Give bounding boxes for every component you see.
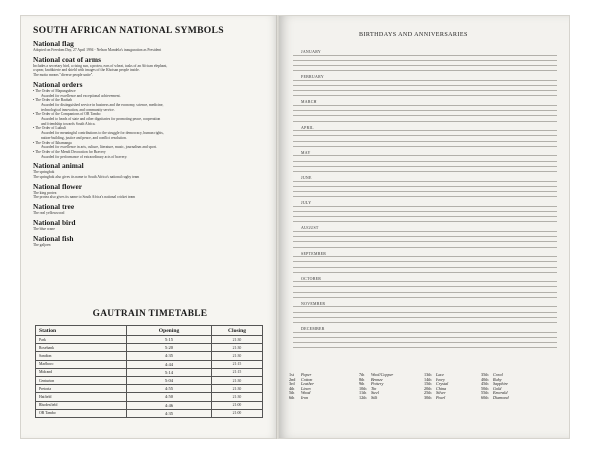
- month-label: FEBRUARY: [301, 75, 324, 80]
- anniversary-year: 4th: [289, 385, 295, 391]
- ruled-line: [293, 221, 557, 222]
- section-text: The galjoen: [33, 242, 51, 247]
- section-text: The protea also gives its name to South Africa's national cricket team: [33, 195, 136, 200]
- anniversary-material: Cotton: [301, 376, 313, 382]
- anniversary-year: 40th: [481, 376, 489, 382]
- ruled-line: [293, 231, 557, 232]
- anniversary-year: 45th: [481, 381, 489, 387]
- section-text: The springbok: [33, 170, 55, 175]
- anniversary-row: [424, 396, 448, 401]
- section-text: The real yellowwood: [33, 211, 65, 216]
- section-heading: National fish: [33, 233, 74, 243]
- station-cell: Midrand: [36, 368, 127, 376]
- closing-cell: 21:00: [212, 409, 263, 417]
- section-text: • The Order of the Mendi Decoration for Bravery: [33, 149, 106, 154]
- ruled-line: [293, 216, 557, 217]
- ruled-line: [293, 347, 557, 348]
- anniversary-year: 11th: [359, 390, 367, 396]
- month-block: [293, 176, 557, 201]
- month-label: NOVEMBER: [301, 301, 326, 306]
- right-page: [278, 15, 570, 439]
- section-text: • The Order of Mapungubwe: [33, 88, 76, 93]
- anniversary-table: [289, 373, 559, 413]
- birthdays-title: BIRTHDAYS AND ANNIVERSARIES: [359, 32, 468, 38]
- closing-cell: 21:30: [212, 352, 263, 360]
- section-text: technological innovation, and community service.: [41, 107, 115, 112]
- section-heading: National flower: [33, 181, 83, 191]
- section-text: The springbok also gives its name to South Africa's national rugby team: [33, 175, 140, 180]
- opening-cell: 5:04: [127, 376, 212, 384]
- section-heading: National flag: [33, 39, 74, 48]
- section-heading: National coat of arms: [33, 54, 101, 64]
- closing-cell: 21:00: [212, 401, 263, 409]
- section-text: Awarded for excellence in arts, culture, literature, music, journalism and sport.: [41, 145, 157, 150]
- month-label: DECEMBER: [301, 327, 325, 332]
- table-row: [36, 344, 263, 352]
- table-row: [36, 376, 263, 384]
- month-block: [293, 126, 557, 151]
- ruled-line: [293, 191, 557, 192]
- station-cell: Park: [36, 336, 127, 344]
- anniversary-material: Silver: [436, 390, 446, 396]
- station-cell: Marlboro: [36, 360, 127, 368]
- ruled-line: [293, 141, 557, 142]
- opening-cell: 4:35: [127, 352, 212, 360]
- ruled-line: [293, 211, 557, 212]
- section-text: • The Order of the Companions of OR Tambo: [33, 112, 101, 117]
- section-text: Awarded for meaningful contributions to the struggle for democracy, human rights,: [41, 131, 164, 136]
- section-text: Awarded for performance of extraordinary acts of bravery.: [41, 154, 128, 159]
- anniversary-year: 9th: [359, 381, 365, 387]
- month-block: [293, 252, 557, 277]
- opening-cell: 4:35: [127, 409, 212, 417]
- symbol-section: [33, 39, 271, 53]
- anniversary-year: 14th: [424, 376, 432, 382]
- ruled-line: [293, 95, 557, 96]
- section-text: a spear, knobkierie and shield with images of the Khoisan people inside.: [33, 68, 140, 73]
- anniversary-year: 13th: [424, 372, 432, 377]
- ruled-line: [293, 322, 557, 323]
- section-text: • The Order of Luthuli: [33, 126, 67, 131]
- opening-cell: 5:20: [127, 344, 212, 352]
- anniversary-material: Ruby: [493, 376, 502, 382]
- anniversary-year: 20th: [424, 385, 432, 391]
- symbol-section: [33, 234, 271, 248]
- ruled-line: [293, 261, 557, 262]
- ruled-line: [293, 60, 557, 61]
- ruled-line: [293, 80, 557, 81]
- section-text: and friendship towards South Africa.: [41, 121, 96, 126]
- ruled-line: [293, 115, 557, 116]
- anniversary-year: 25th: [424, 390, 432, 396]
- symbol-section: [33, 55, 271, 78]
- opening-cell: 4:50: [127, 393, 212, 401]
- anniversary-material: Iron: [301, 394, 309, 400]
- anniversary-material: Crystal: [436, 381, 449, 387]
- anniversary-year: 1st: [289, 372, 294, 377]
- month-label: MAY: [301, 150, 311, 155]
- ruled-line: [293, 241, 557, 242]
- anniversary-material: Coral: [493, 372, 503, 377]
- ruled-line: [293, 55, 557, 56]
- anniversary-year: 10th: [359, 385, 367, 391]
- station-cell: Centurion: [36, 376, 127, 384]
- ruled-line: [293, 317, 557, 318]
- ruled-line: [293, 332, 557, 333]
- ruled-line: [293, 90, 557, 91]
- ruled-line: [293, 236, 557, 237]
- symbols-content: [33, 25, 271, 249]
- section-text: • The Order of Ikhamanga: [33, 140, 72, 145]
- anniversary-year: 2nd: [289, 376, 296, 382]
- closing-cell: 21:30: [212, 393, 263, 401]
- station-cell: Pretoria: [36, 385, 127, 393]
- month-block: [293, 226, 557, 251]
- table-row: [36, 360, 263, 368]
- section-heading: National animal: [33, 161, 84, 171]
- ruled-line: [293, 206, 557, 207]
- anniversary-year: 35th: [481, 372, 489, 377]
- page-title: SOUTH AFRICAN NATIONAL SYMBOLS: [33, 25, 224, 36]
- timetable-title: GAUTRAIN TIMETABLE: [92, 309, 208, 319]
- anniversary-row: [481, 396, 509, 401]
- anniversary-year: 8th: [359, 376, 365, 382]
- ruled-line: [293, 171, 557, 172]
- section-text: Adopted on Freedom Day, 27 April 1994 - Nelson Mandela's inauguration as President: [33, 48, 162, 52]
- opening-cell: 5:15: [127, 336, 212, 344]
- ruled-line: [293, 65, 557, 66]
- month-label: MARCH: [301, 100, 317, 105]
- section-text: nation-building, justice and peace, and conflict resolution.: [41, 135, 127, 140]
- month-block: [293, 100, 557, 125]
- section-text: The motto means "diverse people unite".: [33, 73, 94, 78]
- table-row: [36, 409, 263, 417]
- month-label: JULY: [301, 201, 312, 206]
- ruled-line: [293, 155, 557, 156]
- anniversary-year: 12th: [359, 394, 367, 400]
- ruled-line: [293, 181, 557, 182]
- anniversary-material: Silk: [371, 394, 378, 400]
- section-text: Awarded for excellence and exceptional achievement.: [41, 93, 121, 98]
- month-label: AUGUST: [301, 226, 319, 231]
- ruled-line: [293, 146, 557, 147]
- anniversary-year: 15th: [424, 381, 432, 387]
- table-row: [36, 336, 263, 344]
- ruled-line: [293, 135, 557, 136]
- month-block: [293, 151, 557, 176]
- ruled-line: [293, 337, 557, 338]
- gautrain-timetable: [35, 325, 263, 418]
- ruled-line: [293, 70, 557, 71]
- anniversary-material: Diamond: [493, 394, 509, 400]
- anniversary-material: Lace: [436, 372, 445, 377]
- ruled-line: [293, 267, 557, 268]
- anniversary-row: [289, 396, 314, 401]
- closing-cell: 21:15: [212, 360, 263, 368]
- anniversary-material: Pottery: [371, 381, 384, 387]
- anniversary-year: 55th: [481, 390, 489, 396]
- anniversary-column: [359, 373, 393, 401]
- month-label: SEPTEMBER: [301, 251, 327, 256]
- ruled-line: [293, 196, 557, 197]
- closing-cell: 21:30: [212, 385, 263, 393]
- ruled-line: [293, 272, 557, 273]
- anniversary-material: Wood: [301, 390, 311, 396]
- anniversary-year: 5th: [289, 390, 295, 396]
- anniversary-year: 60th: [481, 394, 489, 400]
- anniversary-column: [289, 373, 314, 401]
- col-header-closing: Closing: [212, 326, 263, 336]
- month-lines: [293, 50, 557, 352]
- anniversary-year: 3rd: [289, 381, 295, 387]
- anniversary-material: Ivory: [436, 376, 445, 382]
- month-label: OCTOBER: [301, 276, 322, 281]
- ruled-line: [293, 130, 557, 131]
- month-block: [293, 50, 557, 75]
- ruled-line: [293, 312, 557, 313]
- anniversary-material: Emerald: [493, 390, 508, 396]
- opening-cell: 4:55: [127, 385, 212, 393]
- ruled-line: [293, 186, 557, 187]
- section-text: The blue crane: [33, 226, 55, 231]
- closing-cell: 21:30: [212, 376, 263, 384]
- symbol-section: [33, 182, 271, 200]
- anniversary-material: Leather: [301, 381, 315, 387]
- month-label: APRIL: [301, 125, 314, 130]
- ruled-line: [293, 292, 557, 293]
- table-row: [36, 368, 263, 376]
- section-text: Includes a secretary bird, a rising sun, a protea, ears of wheat, tusks of an African elephant,: [33, 63, 168, 68]
- ruled-line: [293, 110, 557, 111]
- anniversary-material: Bronze: [371, 376, 383, 382]
- anniversary-material: Steel: [371, 390, 380, 396]
- ruled-line: [293, 256, 557, 257]
- section-text: Awarded to heads of state and other dignitaries for promoting peace, cooperation: [41, 117, 161, 122]
- section-heading: National tree: [33, 202, 75, 212]
- station-cell: OR Tambo: [36, 409, 127, 417]
- ruled-line: [293, 306, 557, 307]
- symbol-section: [33, 202, 271, 216]
- month-block: [293, 201, 557, 226]
- station-cell: Rosebank: [36, 344, 127, 352]
- month-block: [293, 302, 557, 327]
- opening-cell: 5:14: [127, 368, 212, 376]
- col-header-opening: Opening: [127, 326, 212, 336]
- month-label: JUNE: [301, 175, 312, 180]
- anniversary-material: Paper: [301, 372, 312, 377]
- station-cell: Hatfield: [36, 393, 127, 401]
- month-block: [293, 327, 557, 352]
- station-cell: Rhodesfield: [36, 401, 127, 409]
- month-block: [293, 75, 557, 100]
- symbol-section: [33, 80, 271, 160]
- anniversary-material: Gold: [493, 385, 502, 391]
- anniversary-column: [481, 373, 509, 401]
- closing-cell: 21:30: [212, 344, 263, 352]
- station-cell: Sandton: [36, 352, 127, 360]
- ruled-line: [293, 281, 557, 282]
- opening-cell: 4:44: [127, 360, 212, 368]
- ruled-line: [293, 297, 557, 298]
- symbol-section: [33, 161, 271, 179]
- anniversary-material: Tin: [371, 385, 377, 391]
- table-row: [36, 401, 263, 409]
- section-heading: National bird: [33, 217, 76, 227]
- symbol-section: [33, 218, 271, 232]
- section-text: Awarded for distinguished service in business and the economy, science, medicine,: [41, 102, 164, 107]
- ruled-line: [293, 166, 557, 167]
- section-heading: National orders: [33, 79, 83, 89]
- left-page: [20, 15, 280, 439]
- anniversary-column: [424, 373, 448, 401]
- anniversary-year: 50th: [481, 385, 489, 391]
- col-header-station: Station: [36, 326, 127, 336]
- month-label: JANUARY: [301, 50, 322, 54]
- table-row: [36, 393, 263, 401]
- anniversary-material: Linen: [301, 385, 311, 391]
- ruled-line: [293, 161, 557, 162]
- section-text: • The Order of the Baobab: [33, 98, 73, 103]
- table-row: [36, 385, 263, 393]
- anniversary-material: Sapphire: [493, 381, 508, 387]
- opening-cell: 4:46: [127, 401, 212, 409]
- ruled-line: [293, 342, 557, 343]
- ruled-line: [293, 247, 557, 248]
- anniversary-material: China: [436, 385, 447, 391]
- anniversary-year: 30th: [424, 394, 432, 400]
- section-text: The king protea: [33, 190, 57, 195]
- anniversary-row: [359, 396, 393, 401]
- ruled-line: [293, 105, 557, 106]
- ruled-line: [293, 286, 557, 287]
- anniversary-year: 6th: [289, 394, 295, 400]
- ruled-line: [293, 121, 557, 122]
- month-block: [293, 277, 557, 302]
- anniversary-material: Wool/Copper: [371, 372, 394, 377]
- ruled-line: [293, 85, 557, 86]
- closing-cell: 21:15: [212, 368, 263, 376]
- anniversary-year: 7th: [359, 372, 365, 377]
- table-row: [36, 352, 263, 360]
- anniversary-material: Pearl: [436, 394, 446, 400]
- closing-cell: 21:30: [212, 336, 263, 344]
